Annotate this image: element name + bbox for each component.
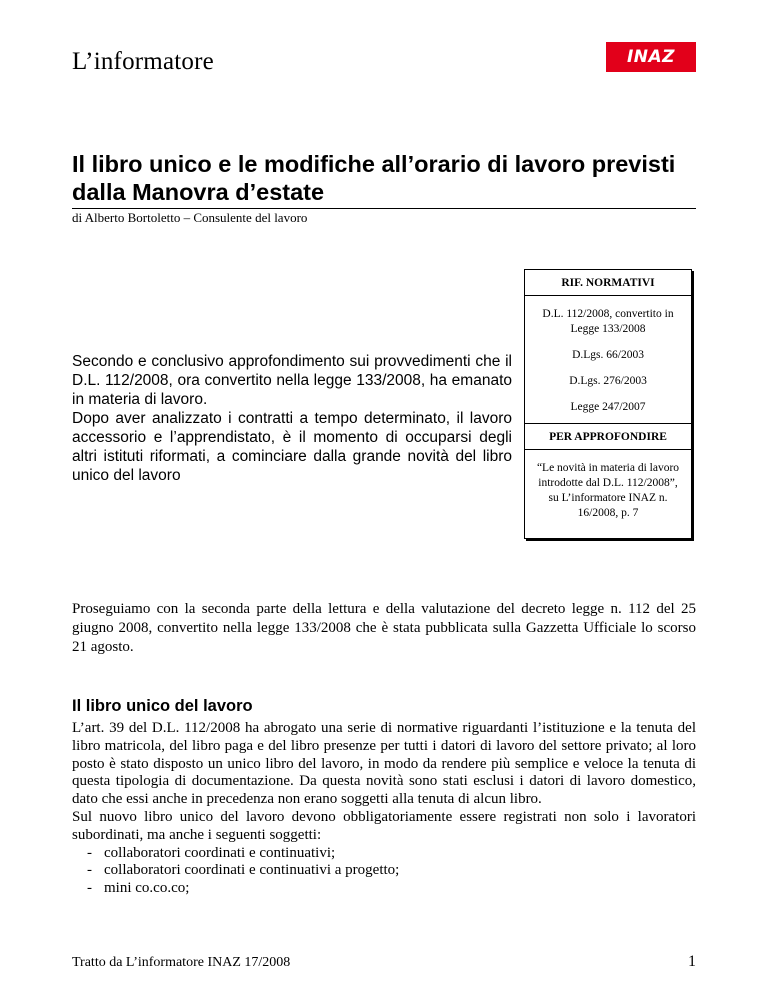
article-title: Il libro unico e le modifiche all’orario di lavoro previsti dalla Manovra d’estate [72,151,676,205]
approf-heading-divider [525,449,691,450]
rif-heading: RIF. NORMATIVI [561,277,655,289]
rif-item: D.Lgs. 276/2003 [569,375,647,387]
article-intro [72,352,512,485]
references-box [524,269,692,539]
list-item: - mini co.co.co; [87,880,696,898]
approf-heading: PER APPROFONDIRE [549,431,667,443]
body-paragraph: Sul nuovo libro unico del lavoro devono obbligatoriamente essere registrati non solo i lavoratori subordinati, ma anche i seguenti soggetti: [72,808,696,843]
lead-paragraph: Proseguiamo con la seconda parte della lettura e della valutazione del decreto legge n. 112 del 25 giugno 2008, convertito nella legge 133/2008 che è stata pubblicata sulla Gazzetta Ufficiale lo scorso 21 agosto. [72,601,696,655]
rif-item: Legge 247/2007 [570,401,646,413]
list-item: - collaboratori coordinati e continuativi a progetto; [87,862,696,880]
rif-item: D.L. 112/2008, convertito in Legge 133/2008 [542,308,674,335]
subject-list [72,845,696,898]
intro-paragraph: Dopo aver analizzato i contratti a tempo determinato, il lavoro accessorio e l’apprendistato, è il momento di occuparsi degli altri istituti riformati, a cominciare dalla grande novità del libro unico del lavoro [72,410,512,484]
page-number: 1 [688,953,696,970]
body-paragraph: L’art. 39 del D.L. 112/2008 ha abrogato una serie di normative riguardanti l’istituzione e la tenuta del libro matricola, del libro paga e del libro presenze per tutti i datori di lavoro del settore privato; al loro posto è stato disposto un unico libro del lavoro, in modo da rendere più semplice e veloce la tenuta di questa tipologia di documentazione. Da questa novità sono stati esclusi i datori di lavoro domestico, dato che essi anche in precedenza non erano soggetti alla tenuta di alcun libro. [72,720,696,808]
section-heading: Il libro unico del lavoro [72,697,253,715]
rif-item: D.Lgs. 66/2003 [572,349,644,361]
article-byline: di Alberto Bortoletto – Consulente del lavoro [72,210,308,225]
intro-paragraph: Secondo e conclusivo approfondimento sui provvedimenti che il D.L. 112/2008, ora convertito nella legge 133/2008, ha emanato in materia di lavoro. [72,353,512,408]
footer-source: Tratto da L’informatore INAZ 17/2008 [72,955,291,970]
title-divider [72,208,696,209]
approf-text: “Le novità in materia di lavoro introdotte dal D.L. 112/2008”, su L’informatore INAZ n. 16/2008, p. 7 [536,462,680,519]
article-body [72,720,696,898]
list-item: - collaboratori coordinati e continuativi; [87,845,696,863]
inaz-logo: INAZ [606,42,696,72]
publication-masthead: L’informatore [72,48,214,75]
rif-divider [525,295,691,296]
